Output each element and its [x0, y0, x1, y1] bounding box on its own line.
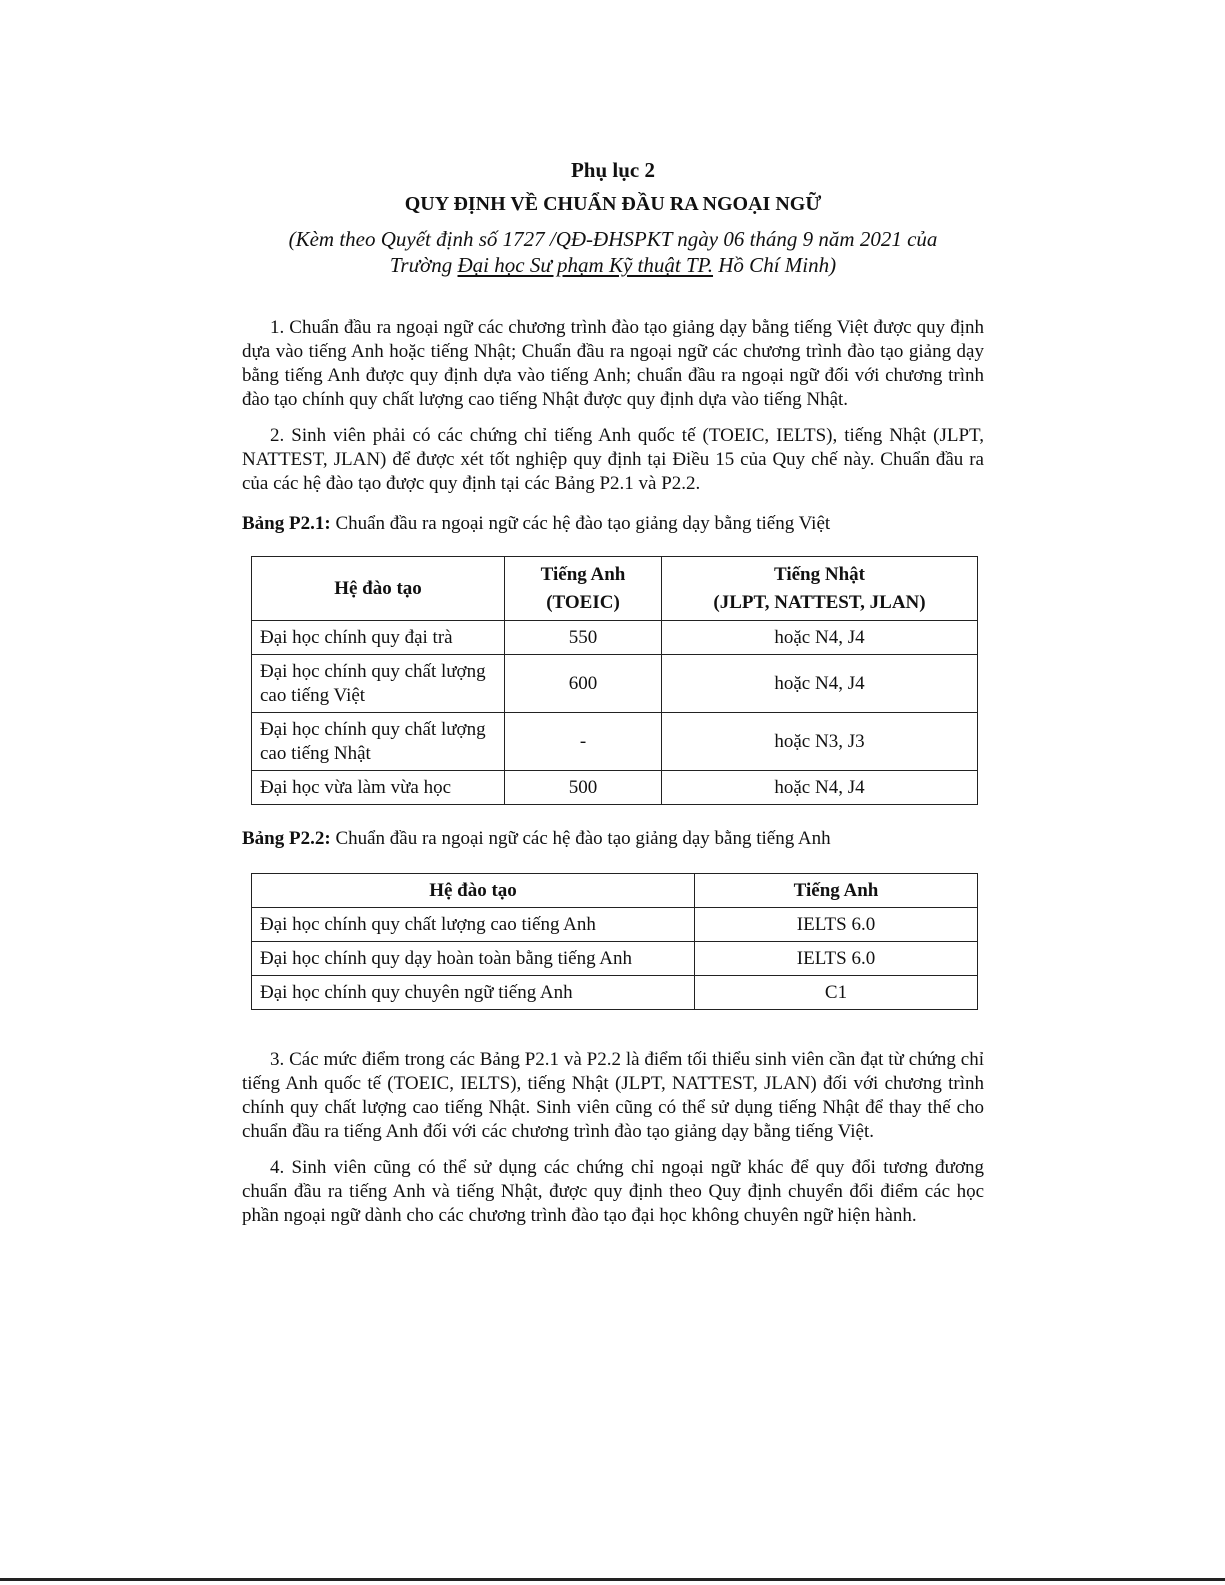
table-1-header-english	[505, 557, 662, 621]
table-1-header-english-line2: (TOEIC)	[546, 591, 620, 613]
table-row	[252, 655, 978, 713]
table-2-cell-english: C1	[695, 976, 978, 1010]
table-1	[251, 556, 978, 805]
table-1-caption-text: Chuẩn đầu ra ngoại ngữ các hệ đào tạo giảng dạy bằng tiếng Việt	[330, 513, 831, 534]
table-1-header-row	[252, 557, 978, 621]
table-2-cell-program: Đại học chính quy dạy hoàn toàn bằng tiếng Anh	[252, 942, 695, 976]
table-row	[252, 976, 978, 1010]
table-1-cell-english: -	[505, 713, 662, 771]
table-row	[252, 771, 978, 805]
table-1-header-japanese-line2: (JLPT, NATTEST, JLAN)	[713, 591, 926, 613]
table-1-cell-english: 600	[505, 655, 662, 713]
subtitle-line-2	[242, 252, 984, 278]
table-1-cell-japanese: hoặc N4, J4	[662, 621, 978, 655]
table-2	[251, 873, 978, 1010]
table-2-caption-label: Bảng P2.2:	[242, 828, 331, 849]
appendix-heading: Phụ lục 2	[570, 158, 656, 182]
document-title: QUY ĐỊNH VỀ CHUẨN ĐẦU RA NGOẠI NGỮ	[404, 193, 822, 215]
table-row	[252, 942, 978, 976]
paragraph-2: 2. Sinh viên phải có các chứng chỉ tiếng Anh quốc tế (TOEIC, IELTS), tiếng Nhật (JLPT, NATTEST, JLAN) để được xét tốt nghiệp quy định tại Điều 15 của Quy chế này. Chuẩn đầu ra của các hệ đào tạo được quy định tại các Bảng P2.1 và P2.2.	[242, 425, 984, 494]
table-2-cell-program: Đại học chính quy chất lượng cao tiếng Anh	[252, 908, 695, 942]
table-2-cell-program: Đại học chính quy chuyên ngữ tiếng Anh	[252, 976, 695, 1010]
table-2-header-row	[252, 874, 978, 908]
table-1-cell-program: Đại học vừa làm vừa học	[252, 771, 505, 805]
table-2-caption-text: Chuẩn đầu ra ngoại ngữ các hệ đào tạo giảng dạy bằng tiếng Anh	[330, 828, 831, 849]
table-1-cell-program: Đại học chính quy đại trà	[252, 621, 505, 655]
table-2-caption	[242, 827, 984, 851]
document-subtitle	[242, 226, 984, 278]
table-1-cell-japanese: hoặc N4, J4	[662, 655, 978, 713]
subtitle-line-2-part-c: Hồ Chí Minh)	[713, 253, 837, 277]
table-1-cell-program: Đại học chính quy chất lượng cao tiếng Việt	[252, 655, 505, 713]
table-1-cell-japanese: hoặc N3, J3	[662, 713, 978, 771]
table-2-header-program: Hệ đào tạo	[252, 874, 695, 908]
document-page	[242, 150, 984, 1228]
paragraph-4: 4. Sinh viên cũng có thể sử dụng các chứng chỉ ngoại ngữ khác để quy đổi tương đương chuẩn đầu ra tiếng Anh và tiếng Nhật, được quy định theo Quy định chuyển đổi điểm các học phần ngoại ngữ dành cho các chương trình đào tạo đại học không chuyên ngữ hiện hành.	[242, 1157, 984, 1226]
paragraph-1: 1. Chuẩn đầu ra ngoại ngữ các chương trình đào tạo giảng dạy bằng tiếng Việt được quy định dựa vào tiếng Anh hoặc tiếng Nhật; Chuẩn đầu ra ngoại ngữ các chương trình đào tạo giảng dạy bằng tiếng Anh được quy định dựa vào tiếng Anh; chuẩn đầu ra ngoại ngữ đối với chương trình đào tạo chính quy chất lượng cao tiếng Nhật được quy định dựa vào tiếng Nhật.	[242, 317, 984, 410]
table-2-header-english: Tiếng Anh	[695, 874, 978, 908]
page-bottom-rule	[0, 1578, 1225, 1581]
table-1-caption-label: Bảng P2.1:	[242, 513, 331, 534]
subtitle-line-2-part-a: Trường	[389, 253, 458, 277]
table-1-header-japanese-line1: Tiếng Nhật	[774, 563, 865, 585]
table-1-cell-program: Đại học chính quy chất lượng cao tiếng Nhật	[252, 713, 505, 771]
table-1-header-program: Hệ đào tạo	[252, 557, 505, 621]
table-2-cell-english: IELTS 6.0	[695, 908, 978, 942]
table-1-cell-english: 500	[505, 771, 662, 805]
table-1-caption	[242, 512, 984, 536]
table-row	[252, 713, 978, 771]
paragraph-3: 3. Các mức điểm trong các Bảng P2.1 và P2.2 là điểm tối thiểu sinh viên cần đạt từ chứng chỉ tiếng Anh quốc tế (TOEIC, IELTS), tiếng Nhật (JLPT, NATTEST, JLAN) đối với chương trình chính quy chất lượng cao tiếng Nhật. Sinh viên cũng có thể sử dụng tiếng Nhật để thay thế cho chuẩn đầu ra tiếng Anh đối với các chương trình đào tạo giảng dạy bằng tiếng Việt.	[242, 1049, 984, 1142]
table-row	[252, 908, 978, 942]
table-1-cell-english: 550	[505, 621, 662, 655]
table-1-header-japanese	[662, 557, 978, 621]
subtitle-line-2-underlined: Đại học Sư phạm Kỹ thuật TP.	[457, 253, 714, 277]
table-1-header-english-line1: Tiếng Anh	[540, 563, 626, 585]
table-1-cell-japanese: hoặc N4, J4	[662, 771, 978, 805]
subtitle-line-1: (Kèm theo Quyết định số 1727 /QĐ-ĐHSPKT ngày 06 tháng 9 năm 2021 của	[288, 227, 938, 251]
table-2-cell-english: IELTS 6.0	[695, 942, 978, 976]
table-row	[252, 621, 978, 655]
